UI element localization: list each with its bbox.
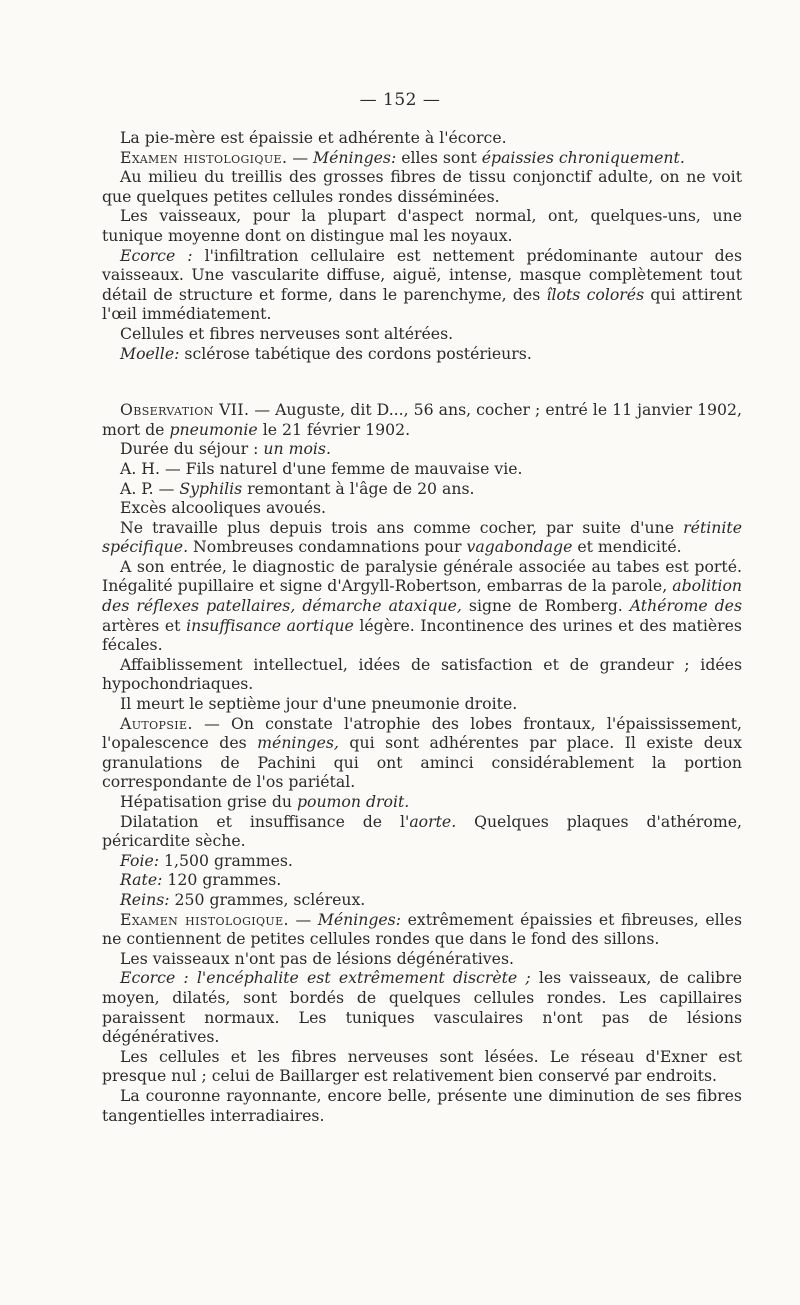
paragraph <box>102 344 742 364</box>
italic-text: rétinite spécifique. <box>102 517 742 557</box>
section-heading: Examen histologique. <box>120 147 288 167</box>
text-segment: — On constate l'atrophie des lobes frontaux, l'épaississement, l'opalescence des <box>102 713 742 753</box>
paragraph <box>102 498 742 518</box>
italic-text: îlots colorés <box>546 284 645 304</box>
text-segment: sclérose tabétique des cordons postérieurs. <box>179 343 532 363</box>
italic-text: vagabondage <box>466 537 573 557</box>
text-segment: artères et <box>102 615 187 635</box>
italic-text: abolition des réflexes patellaires, démarche ataxique, <box>102 576 742 616</box>
text-segment: Les cellules et les fibres nerveuses sont lésées. Le réseau d'Exner est presque nul ; celui de Baillarger est relativement bien conservé par endroits. <box>102 1046 742 1086</box>
paragraph <box>102 246 742 324</box>
text-segment: Nombreuses condamnations pour <box>188 537 467 557</box>
italic-text: Athérome des <box>629 596 742 616</box>
body-text <box>102 128 742 1125</box>
text-segment: Excès alcooliques avoués. <box>120 498 327 518</box>
paragraph <box>102 910 742 949</box>
text-segment: le 21 février 1902. <box>257 419 411 439</box>
paragraph <box>102 1047 742 1086</box>
paragraph <box>102 128 742 148</box>
paragraph <box>102 557 742 655</box>
paragraph <box>102 792 742 812</box>
text-segment: Hépatisation grise du <box>120 792 297 811</box>
text-segment: Au milieu du treillis des grosses fibres de tissu conjonctif adulte, on ne voit que quelques petites cellules rondes disséminées. <box>102 167 742 206</box>
text-segment: — <box>288 909 318 929</box>
text-segment: légère. Incontinence des urines et des matières fécales. <box>102 615 742 655</box>
text-segment: La pie-mère est épaissie et adhérente à l'écorce. <box>120 128 507 147</box>
section-heading: Examen histologique. <box>120 909 289 929</box>
text-segment: qui attirent l'œil immédiatement. <box>102 284 742 324</box>
italic-text: insuffisance aortique <box>186 615 354 635</box>
paragraph <box>102 870 742 890</box>
italic-text: Moelle: <box>120 343 180 363</box>
text-segment: 120 grammes. <box>162 870 282 890</box>
paragraph <box>102 968 742 1046</box>
paragraph <box>102 148 742 168</box>
paragraph <box>102 324 742 344</box>
paragraph <box>102 479 742 499</box>
paragraph <box>102 400 742 439</box>
text-segment: signe de Romberg. <box>461 596 630 616</box>
text-segment: les vaisseaux, de calibre moyen, dilatés, sont bordés de quelques cellules rondes. Les capillaires paraissent normaux. Les tuniques vasculaires n'ont pas de lésions dégénératives. <box>102 968 743 1047</box>
text-segment: remontant à l'âge de 20 ans. <box>242 478 475 498</box>
section-heading: Observation VII. <box>120 400 250 420</box>
italic-text: Ecorce : <box>120 245 193 265</box>
text-segment: Durée du séjour : <box>120 439 264 459</box>
paragraph <box>102 851 742 871</box>
text-segment: A. P. — <box>120 478 180 498</box>
text-segment: La couronne rayonnante, encore belle, présente une diminution de ses fibres tangentielles interradiaires. <box>102 1085 742 1125</box>
paragraph <box>102 167 742 206</box>
paragraph <box>102 694 742 714</box>
italic-text: Méninges: <box>317 909 402 929</box>
text-segment: — <box>287 147 313 167</box>
italic-text: Syphilis <box>179 478 243 498</box>
italic-text: épaissies chroniquement. <box>481 147 685 167</box>
text-segment: l'infiltration cellulaire est nettement prédominante autour des vaisseaux. Une vascularite diffuse, aiguë, intense, masque complètement tout détail de structure et forme, dans le parenchyme, des <box>102 245 743 304</box>
paragraph <box>102 890 742 910</box>
paragraph <box>102 206 742 245</box>
italic-text: pneumonie <box>169 419 258 439</box>
paragraph <box>102 1086 742 1125</box>
text-segment: extrêmement épaissies et fibreuses, elles ne contiennent de petites cellules rondes que dans le fond des sillons. <box>102 909 743 949</box>
section-heading: Autopsie. <box>120 713 193 733</box>
italic-text: méninges, <box>257 733 339 753</box>
paragraph <box>102 439 742 459</box>
italic-text: Méninges: <box>313 147 397 167</box>
text-segment: elles sont <box>396 147 482 167</box>
text-segment: Ne travaille plus depuis trois ans comme cocher, par suite d'une <box>120 517 684 537</box>
text-segment: qui sont adhérentes par place. Il existe deux granulations de Pachini qui ont aminci considérablement la portion correspondante de l'os pariétal. <box>102 733 743 792</box>
italic-text: poumon droit. <box>296 792 410 811</box>
text-segment: Les vaisseaux, pour la plupart d'aspect normal, ont, quelques-uns, une tunique moyenne dont on distingue mal les noyaux. <box>102 206 742 245</box>
text-segment: Il meurt le septième jour d'une pneumonie droite. <box>120 694 518 714</box>
italic-text: un mois. <box>263 439 331 459</box>
italic-text: Foie: <box>120 850 160 870</box>
text-segment: Affaiblissement intellectuel, idées de satisfaction et de grandeur ; idées hypochondriaques. <box>102 654 742 694</box>
text-segment: Cellules et fibres nerveuses sont altérées. <box>120 323 454 343</box>
text-segment: — Auguste, dit D..., 56 ans, cocher ; entré le 11 janvier 1902, mort de <box>102 400 742 439</box>
italic-text: Rate: <box>120 870 163 890</box>
text-segment: 1,500 grammes. <box>159 850 293 870</box>
paragraph <box>102 949 742 969</box>
text-segment: A son entrée, le diagnostic de paralysie générale associée au tabes est porté. Inégalité pupillaire et signe d'Argyll-Robertson, embarras de la parole, <box>102 556 742 596</box>
italic-text: aorte. <box>409 811 457 831</box>
text-segment: 250 grammes, scléreux. <box>169 889 366 909</box>
paragraph <box>102 812 742 851</box>
page-number: — 152 — <box>359 90 441 110</box>
text-segment: Dilatation et insuffisance de l' <box>120 811 410 831</box>
text-segment: Les vaisseaux n'ont pas de lésions dégénératives. <box>120 948 514 968</box>
text-segment: A. H. — Fils naturel d'une femme de mauvaise vie. <box>120 458 523 478</box>
paragraph <box>102 655 742 694</box>
paragraph <box>102 459 742 479</box>
italic-text: Ecorce : l'encéphalite est extrêmement discrète ; <box>120 968 531 988</box>
text-segment: et mendicité. <box>572 537 682 557</box>
italic-text: Reins: <box>120 889 170 909</box>
paragraph <box>102 714 742 792</box>
paragraph <box>102 518 742 557</box>
text-segment: Quelques plaques d'athérome, péricardite sèche. <box>102 811 742 851</box>
